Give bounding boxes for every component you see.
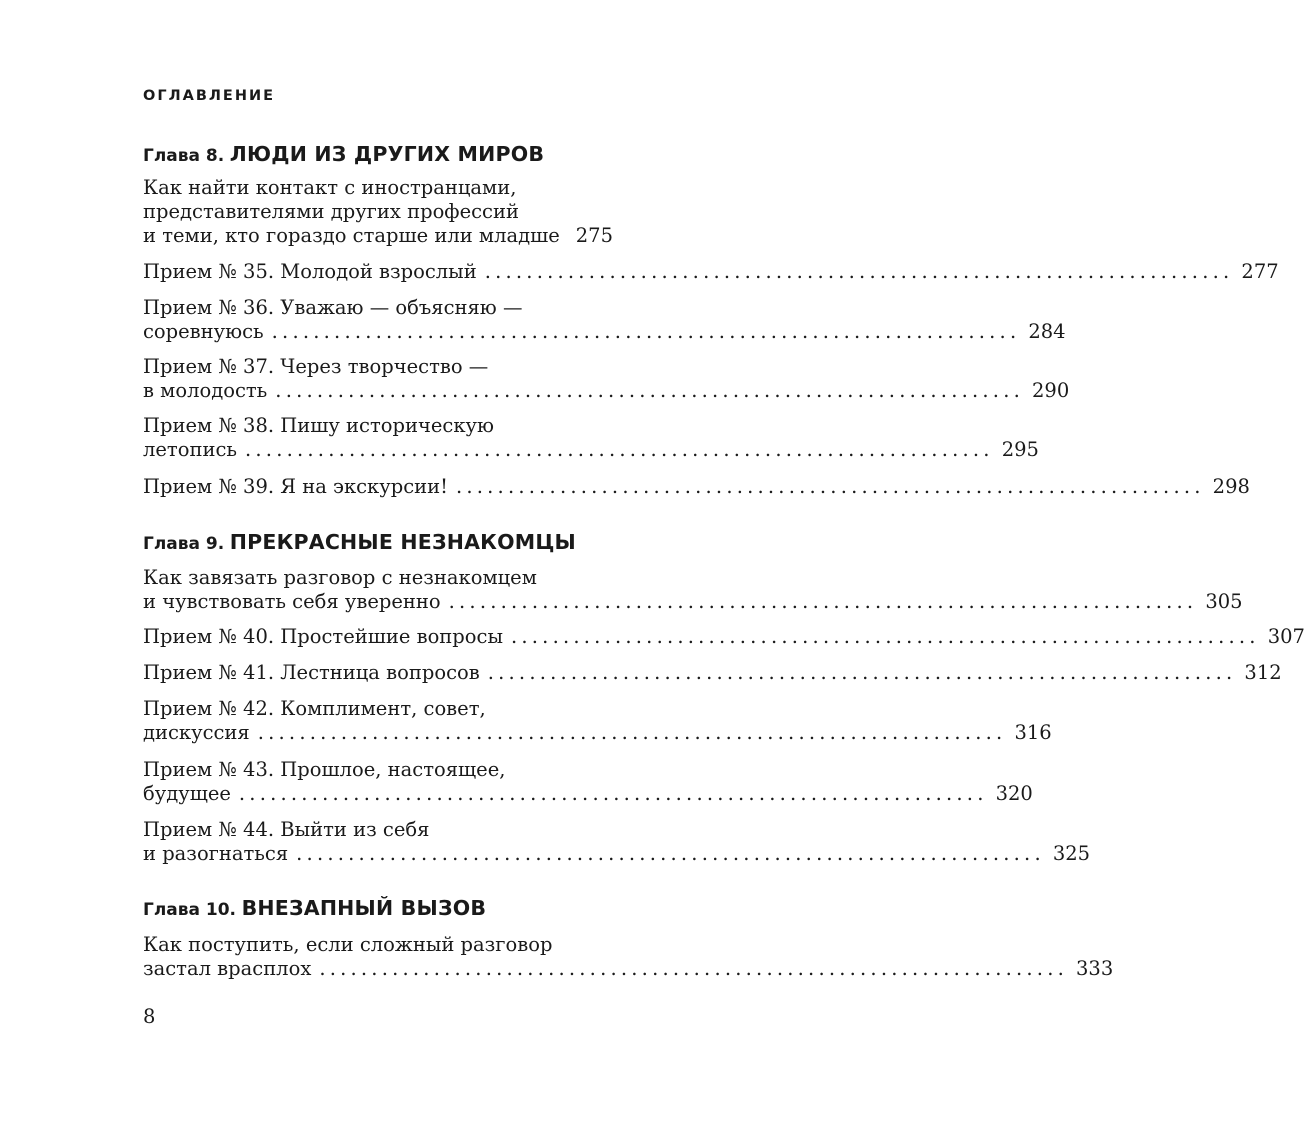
page-number: 312: [1244, 661, 1282, 684]
entry-line: Прием № 42. Комплимент, совет,: [143, 697, 486, 720]
entry-line: Прием № 41. Лестница вопросов: [143, 661, 480, 684]
entry-line: и чувствовать себя уверенно: [143, 590, 441, 613]
dot-leader: ........................................................................: [257, 721, 1007, 744]
chapter-label: Глава 10.: [143, 900, 237, 920]
toc-entry: [143, 176, 613, 248]
dot-leader: ........................................................................: [455, 475, 1205, 498]
page-number: 277: [1241, 260, 1279, 283]
dot-leader: ........................................................................: [275, 379, 1024, 402]
entry-line: соревнуюсь: [143, 320, 264, 343]
toc-entry: [143, 566, 1243, 614]
entry-line: Прием № 35. Молодой взрослый: [143, 260, 477, 283]
dot-leader: ........................................................................: [319, 957, 1069, 980]
page-number: 298: [1212, 475, 1250, 498]
entry-line: Как найти контакт с иностранцами,: [143, 176, 517, 199]
entry-line: Прием № 40. Простейшие вопросы: [143, 625, 503, 648]
entry-line: Как завязать разговор с незнакомцем: [143, 566, 537, 589]
page-number: 275: [575, 224, 613, 247]
chapter-title: ПРЕКРАСНЫЕ НЕЗНАКОМЦЫ: [229, 530, 576, 554]
entry-line: Прием № 43. Прошлое, настоящее,: [143, 758, 506, 781]
page-number: 284: [1028, 320, 1066, 343]
entry-line: дискуссия: [143, 721, 250, 744]
chapter-8-heading: [143, 142, 544, 166]
entry-line: Прием № 37. Через творчество —: [143, 355, 489, 378]
toc-page: [143, 0, 1305, 1122]
page-number: 307: [1267, 625, 1305, 648]
chapter-title: ЛЮДИ ИЗ ДРУГИХ МИРОВ: [229, 142, 545, 166]
toc-entry: [143, 475, 1250, 499]
toc-entry: [143, 414, 1039, 462]
page-number: 295: [1001, 438, 1039, 461]
page-number: 320: [995, 782, 1033, 805]
toc-entry: [143, 661, 1282, 685]
toc-entry: [143, 933, 1114, 981]
entry-line: Прием № 44. Выйти из себя: [143, 818, 430, 841]
toc-entry: [143, 260, 1279, 284]
chapter-label: Глава 9.: [143, 534, 225, 554]
entry-line: и разогнаться: [143, 842, 289, 865]
page-number: 316: [1014, 721, 1052, 744]
chapter-title: ВНЕЗАПНЫЙ ВЫЗОВ: [241, 896, 487, 920]
page-number: 290: [1032, 379, 1070, 402]
dot-leader: ........................................................................: [484, 260, 1234, 283]
chapter-10-heading: [143, 896, 486, 920]
entry-line: летопись: [143, 438, 237, 461]
entry-line: и теми, кто гораздо старше или младше: [143, 224, 560, 247]
toc-entry: [143, 355, 1070, 403]
dot-leader: ........................................................................: [245, 438, 994, 461]
entry-line: представителями других профессий: [143, 200, 519, 223]
chapter-9-heading: [143, 530, 576, 554]
dot-leader: ........................................................................: [510, 625, 1260, 648]
page-number: 305: [1205, 590, 1243, 613]
toc-entry: [143, 697, 1052, 745]
entry-line: Прием № 36. Уважаю — объясняю —: [143, 296, 523, 319]
toc-entry: [143, 625, 1305, 649]
entry-line: Как поступить, если сложный разговор: [143, 933, 553, 956]
dot-leader: ........................................................................: [487, 661, 1237, 684]
page-number: 333: [1076, 957, 1114, 980]
page-folio: 8: [143, 1005, 156, 1028]
running-head: ОГЛАВЛЕНИЕ: [143, 88, 276, 104]
dot-leader: ........................................................................: [448, 590, 1198, 613]
entry-line: Прием № 39. Я на экскурсии!: [143, 475, 448, 498]
dot-leader: ........................................................................: [296, 842, 1045, 865]
entry-line: Прием № 38. Пишу историческую: [143, 414, 494, 437]
toc-entry: [143, 758, 1033, 806]
page-number: 325: [1052, 842, 1091, 865]
dot-leader: ........................................................................: [271, 320, 1021, 343]
entry-line: будущее: [143, 782, 231, 805]
toc-entry: [143, 818, 1091, 866]
entry-line: в молодость: [143, 379, 268, 402]
toc-entry: [143, 296, 1066, 344]
chapter-label: Глава 8.: [143, 146, 225, 166]
entry-line: застал врасплох: [143, 957, 312, 980]
dot-leader: ........................................................................: [238, 782, 988, 805]
